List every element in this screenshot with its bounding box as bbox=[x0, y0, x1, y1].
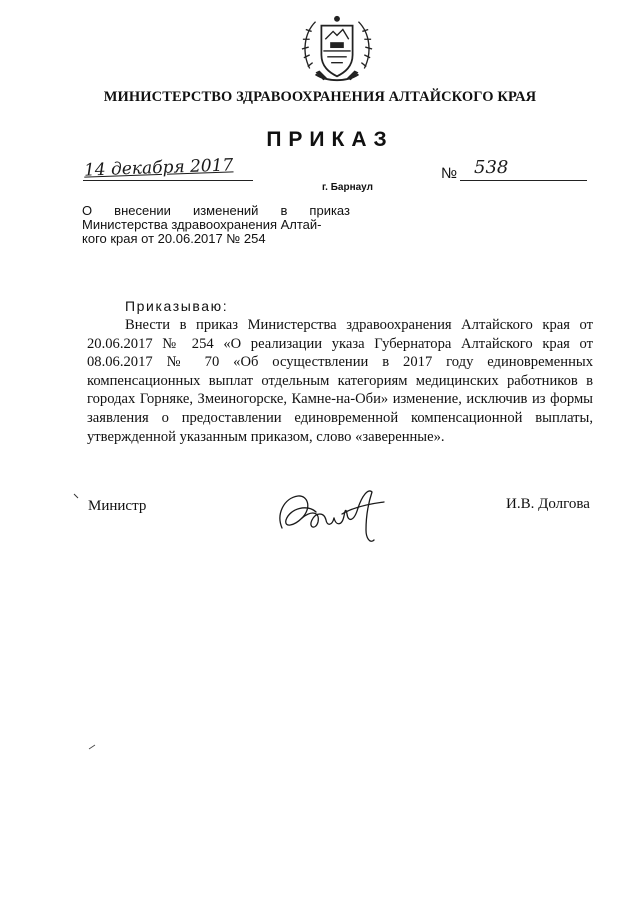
subject-word: О bbox=[82, 203, 93, 218]
coat-of-arms-icon bbox=[298, 10, 376, 88]
handwritten-number: 538 bbox=[474, 157, 509, 178]
scan-speck-icon bbox=[88, 744, 96, 750]
order-subject bbox=[82, 204, 350, 246]
city-label: г. Барнаул bbox=[322, 182, 373, 193]
signatory-name: И.В. Долгова bbox=[506, 496, 590, 512]
number-label: № bbox=[441, 165, 458, 182]
handwritten-signature-icon bbox=[272, 478, 397, 548]
subject-word: приказ bbox=[309, 203, 350, 218]
subject-word: в bbox=[280, 203, 288, 218]
handwritten-date: 14 декабря 2017 bbox=[83, 155, 234, 181]
order-body-text: Внести в приказ Министерства здравоохранения Алтайского края от 20.06.2017 № 254 «О реализации указа Губернатора Алтайского края от 08.06.2017 № 70 «Об осуществлении в 2017 году единовременных компенсационных выплат отдельным категориям медицинских работников в городах Горняке, Змеиногорске, Камне-на-Оби» изменение, исключив из формы заявления о предоставлении единовременной компенсационной выплаты, утвержденной указанным приказом, слово «заверенные». bbox=[87, 317, 593, 445]
signatory-title: Министр bbox=[88, 498, 147, 514]
scan-speck-icon bbox=[73, 493, 79, 499]
date-underline bbox=[83, 180, 253, 181]
subject-line-3: кого края от 20.06.2017 № 254 bbox=[82, 231, 266, 246]
order-intro: Приказываю: bbox=[125, 298, 229, 314]
subject-line-2: Министерства здравоохранения Алтай- bbox=[82, 217, 322, 232]
document-type-title: ПРИКАЗ bbox=[266, 128, 394, 151]
subject-word: изменений bbox=[192, 203, 259, 218]
subject-word: внесении bbox=[114, 203, 171, 218]
number-underline bbox=[460, 180, 587, 181]
ministry-name: МИНИСТЕРСТВО ЗДРАВООХРАНЕНИЯ АЛТАЙСКОГО КРАЯ bbox=[103, 89, 537, 105]
subject-line-1 bbox=[82, 204, 350, 218]
